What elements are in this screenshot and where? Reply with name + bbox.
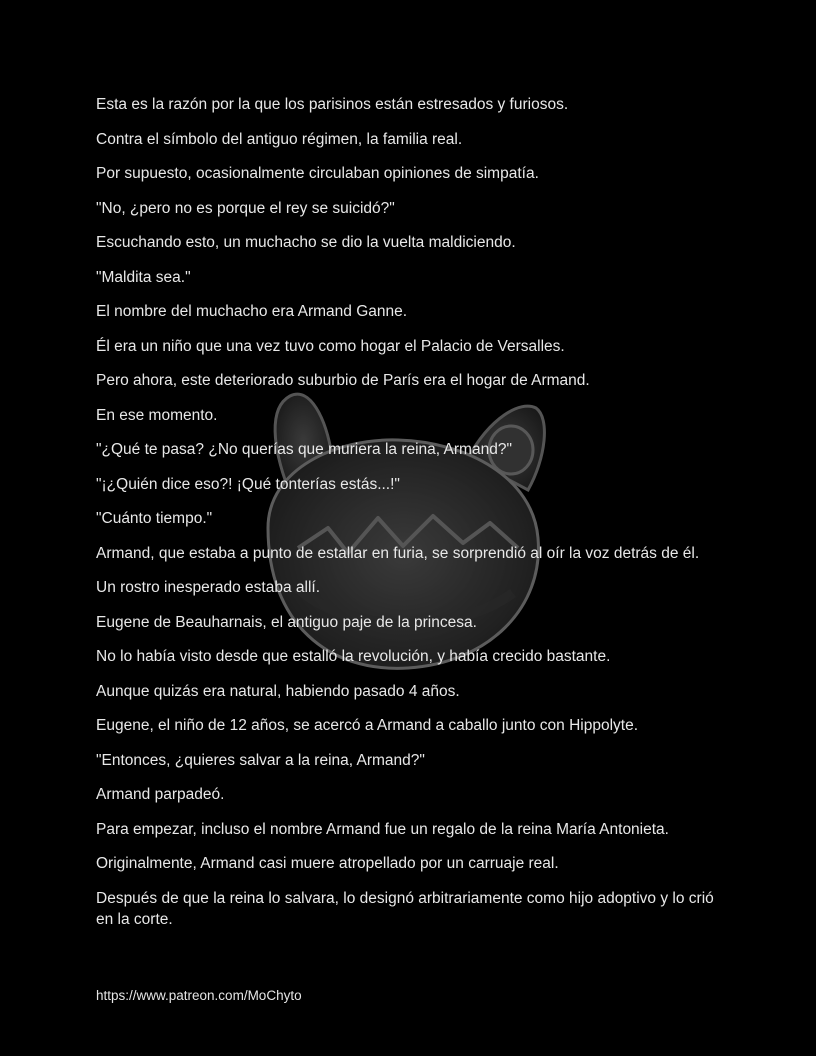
paragraph: Por supuesto, ocasionalmente circulaban opiniones de simpatía. — [96, 165, 539, 182]
paragraph: Escuchando esto, un muchacho se dio la vuelta maldiciendo. — [96, 234, 516, 251]
paragraph: Eugene, el niño de 12 años, se acercó a Armand a caballo junto con Hippolyte. — [96, 717, 639, 734]
paragraph: Aunque quizás era natural, habiendo pasado 4 años. — [96, 682, 460, 700]
paragraph: No lo había visto desde que estalló la revolución, y había crecido bastante. — [96, 648, 611, 665]
paragraph: Contra el símbolo del antiguo régimen, la familia real. — [96, 130, 463, 148]
paragraph: Pero ahora, este deteriorado suburbio de París era el hogar de Armand. — [96, 372, 590, 389]
paragraph: "¡¿Quién dice eso?! ¡Qué tonterías estás...!" — [96, 475, 400, 493]
paragraph: "¿Qué te pasa? ¿No querías que muriera la reina, Armand?" — [96, 441, 512, 458]
paragraph: Para empezar, incluso el nombre Armand fue un regalo de la reina María Antonieta. — [96, 820, 669, 838]
paragraph: En ese momento. — [96, 406, 218, 424]
paragraph: Un rostro inesperado estaba allí. — [96, 579, 321, 596]
paragraph: El nombre del muchacho era Armand Ganne. — [96, 303, 408, 320]
paragraph: Después de que la reina lo salvara, lo designó arbitrariamente como hijo adoptivo y lo crió en la corte. — [96, 889, 714, 928]
paragraph: Armand parpadeó. — [96, 786, 225, 803]
paragraph: Armand, que estaba a punto de estallar en furia, se sorprendió al oír la voz detrás de él. — [96, 544, 700, 562]
paragraph: "No, ¿pero no es porque el rey se suicidó?" — [96, 199, 395, 217]
paragraph: "Cuánto tiempo." — [96, 510, 213, 527]
paragraph: Eugene de Beauharnais, el antiguo paje de la princesa. — [96, 613, 477, 631]
paragraph: Originalmente, Armand casi muere atropellado por un carruaje real. — [96, 855, 559, 872]
paragraph: "Maldita sea." — [96, 268, 191, 286]
document-body — [96, 94, 728, 943]
patreon-link[interactable]: https://www.patreon.com/MoChyto — [96, 988, 302, 1003]
paragraph: Él era un niño que una vez tuvo como hogar el Palacio de Versalles. — [96, 337, 565, 355]
paragraph: Esta es la razón por la que los parisinos están estresados y furiosos. — [96, 96, 569, 113]
paragraph: "Entonces, ¿quieres salvar a la reina, Armand?" — [96, 751, 425, 769]
